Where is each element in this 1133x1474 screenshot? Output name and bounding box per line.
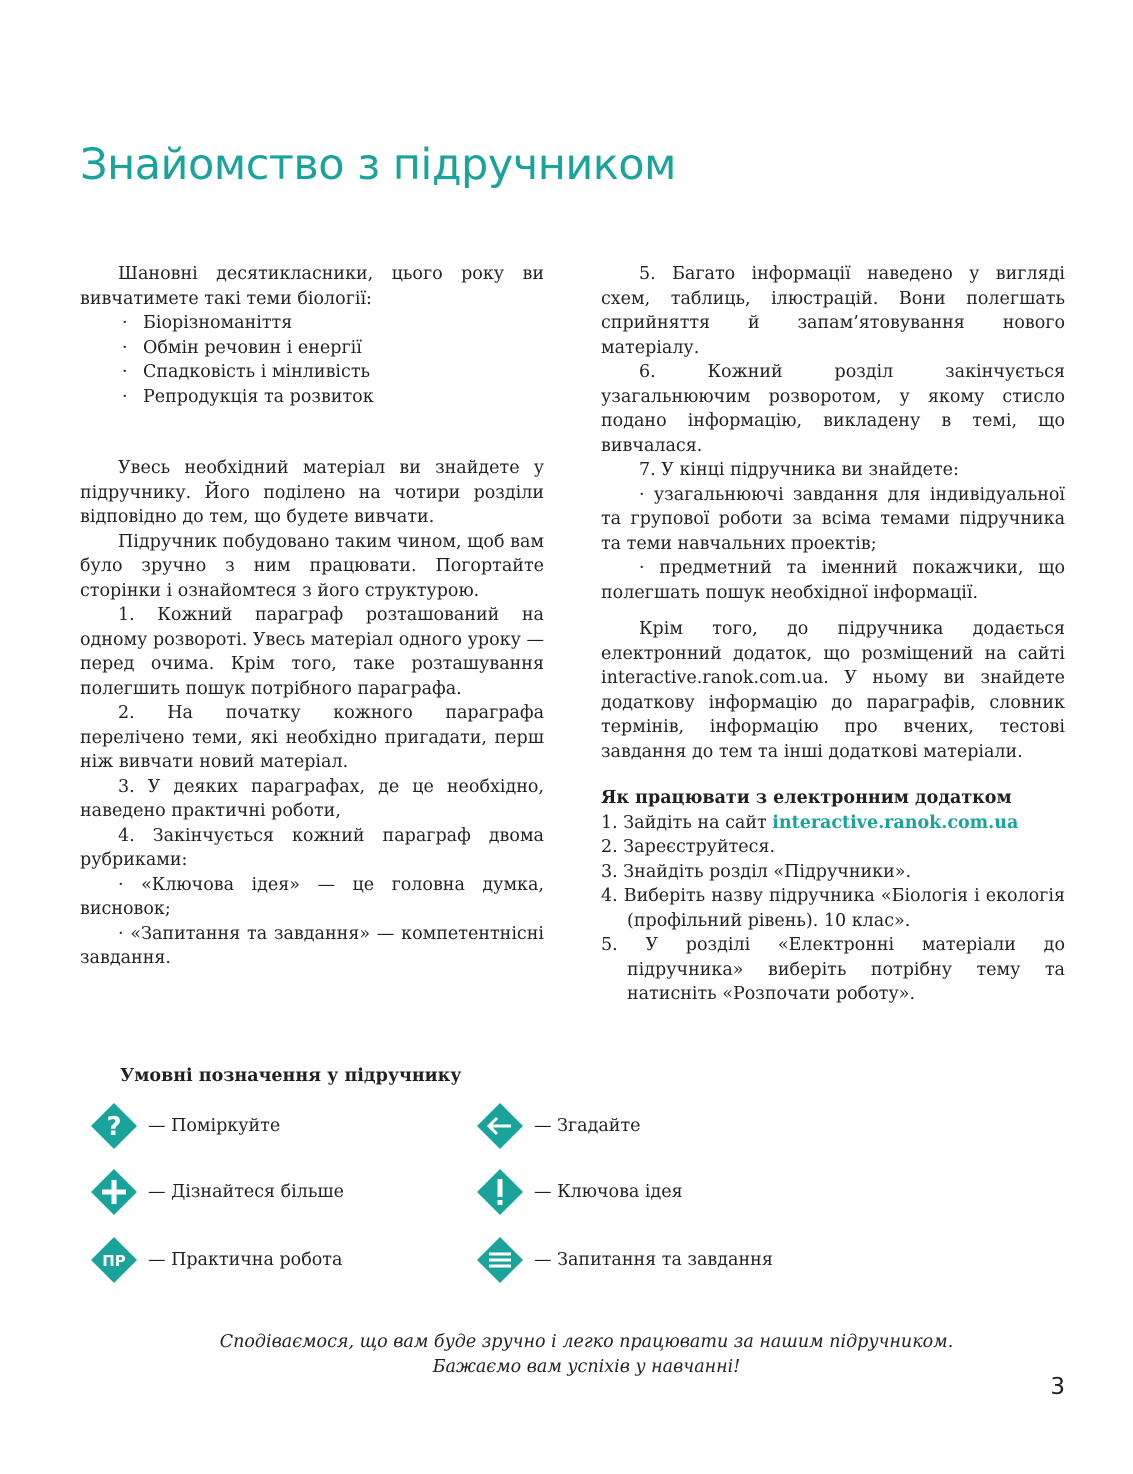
legend-item-questions: — Запитання та завдання xyxy=(476,1238,773,1282)
legend-title: Умовні позначення у підручнику xyxy=(120,1066,462,1086)
paragraph: 6. Кожний розділ закінчується узагальнюючим розворотом, у якому стисло подано інформацію, викладену в темі, що вивчалася. xyxy=(601,362,1065,456)
page-title: Знайомство з підручником xyxy=(80,140,676,190)
plus-icon xyxy=(90,1168,138,1216)
bullet-paragraph: · «Запитання та завдання» — компетентнісні завдання. xyxy=(80,923,544,968)
list-item: · Спадковість і мінливість xyxy=(122,362,371,382)
steps-list xyxy=(601,811,1065,1007)
legend-item-learn-more: — Дізнайтеся більше xyxy=(90,1170,344,1214)
list-item: · Репродукція та розвиток xyxy=(122,386,374,407)
list-item: 4. Виберіть назву підручника «Біологія і екологія (профільний рівень). 10 клас». xyxy=(601,886,1065,931)
paragraph: 5. Багато інформації наведено у вигляді схем, таблиць, ілюстрацій. Вони полегшать сприйняття й запам’ятовування нового матеріалу. xyxy=(601,264,1065,358)
paragraph: 2. На початку кожного параграфа перелічено теми, які необхідно пригадати, перш ніж вивчати новий матеріал. xyxy=(80,703,544,772)
paragraph: Крім того, до підручника додається електронний додаток, що розміщений на сайті interactive.ranok.com.ua. У ньому ви знайдете додаткову інформацію до параграфів, словник термінів, інформацію про вчених, тестові завдання до тем та інші додаткові матеріали. xyxy=(601,619,1065,762)
legend-item-key-idea: — Ключова ідея xyxy=(476,1170,683,1214)
list-item: · Біорізноманіття xyxy=(122,313,293,333)
left-column xyxy=(80,262,544,971)
page-number: 3 xyxy=(1050,1374,1065,1400)
list-item: 5. У розділі «Електронні матеріали до підручника» виберіть потрібну тему та натисніть «Розпочати роботу». xyxy=(601,935,1065,1004)
svg-text:ПР: ПР xyxy=(102,1252,126,1270)
paragraph: 3. У деяких параграфах, де це необхідно, наведено практичні роботи, xyxy=(80,776,544,821)
closing-line: Сподіваємося, що вам буде зручно і легко працювати за нашим підручником. xyxy=(219,1332,954,1352)
site-link[interactable]: interactive.ranok.com.ua xyxy=(772,812,1019,833)
intro-paragraph: Шановні десятикласники, цього року ви вивчатимете такі теми біології: xyxy=(80,264,544,309)
list-item: 1. Зайдіть на сайт interactive.ranok.com.ua xyxy=(601,812,1019,833)
legend-item-practical: ПР — Практична робота xyxy=(90,1238,342,1282)
bullet-paragraph: · узагальнюючі завдання для індивідуальної та групової роботи за всіма темами підручника та теми навчальних проектів; xyxy=(601,484,1065,554)
question-icon xyxy=(90,1102,138,1150)
list-icon xyxy=(476,1236,524,1284)
exclamation-icon xyxy=(476,1168,524,1216)
svg-text:?: ? xyxy=(106,1112,122,1142)
list-item: 2. Зареєструйтеся. xyxy=(601,837,776,857)
paragraph: 4. Закінчується кожний параграф двома рубриками: xyxy=(80,825,544,870)
paragraph: 7. У кінці підручника ви знайдете: xyxy=(639,460,959,480)
arrow-left-icon xyxy=(476,1102,524,1150)
closing-message xyxy=(80,1330,1093,1380)
paragraph: Підручник побудовано таким чином, щоб вам було зручно з ним працювати. Погортайте сторінки і ознайомтеся з його структурою. xyxy=(80,531,544,601)
legend-item-think: ? — Поміркуйте xyxy=(90,1104,280,1148)
list-item: · Обмін речовин і енергії xyxy=(122,337,362,358)
topics-list xyxy=(80,311,544,409)
pr-icon xyxy=(90,1236,138,1284)
how-to-heading: Як працювати з електронним додатком xyxy=(601,788,1012,808)
bullet-paragraph: · «Ключова ідея» — це головна думка, висновок; xyxy=(80,874,544,919)
legend-item-recall: — Згадайте xyxy=(476,1104,640,1148)
paragraph: 1. Кожний параграф розташований на одному розвороті. Увесь матеріал одного уроку — перед очима. Крім того, таке розташування полегшить пошук потрібного параграфа. xyxy=(80,605,544,699)
paragraph: Увесь необхідний матеріал ви знайдете у підручнику. Його поділено на чотири розділи відповідно до тем, що будете вивчати. xyxy=(80,458,544,527)
bullet-paragraph: · предметний та іменний покажчики, що полегшать пошук необхідної інформації. xyxy=(601,558,1065,603)
list-item: 3. Знайдіть розділ «Підручники». xyxy=(601,861,912,882)
closing-line: Бажаємо вам успіхів у навчанні! xyxy=(432,1357,741,1377)
right-column xyxy=(601,262,1065,1007)
